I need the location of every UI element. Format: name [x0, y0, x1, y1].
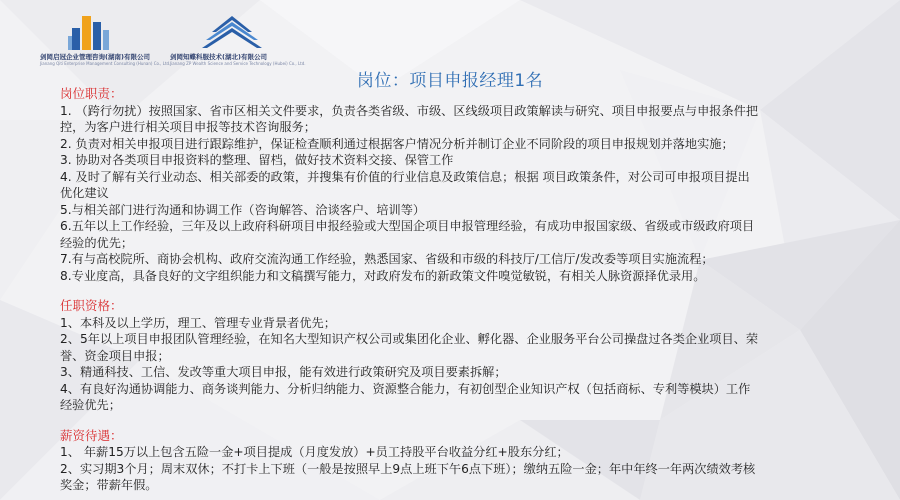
roof-logo-icon: [162, 10, 302, 52]
qualifications-line: 经验优先；: [60, 398, 121, 412]
qualifications-section: [60, 298, 830, 414]
salary-title: 薪资待遇：: [60, 427, 123, 443]
qualifications-line: 誉、资金项目申报；: [60, 348, 170, 363]
duties-line: 3. 协助对各类项目申报资料的整理、留档，做好技术资料交接、保管工作: [60, 153, 454, 167]
duties-line: 8.专业度高，具备良好的文字组织能力和文稿撰写能力，对政府发布的新政策文件嗅觉敏锐，有相关人脉资源择优录用。: [60, 268, 706, 283]
qualifications-line: 3、精通科技、工信、发改等重大项目申报，能有效进行政策研究及项目要素拆解；: [60, 365, 507, 379]
left-company-name-en: Jianang Qiti Enterprise Management Consulting (Hunan) Co., Ltd.: [40, 61, 171, 66]
duties-line: 2. 负责对相关申报项目进行跟踪维护，保证检查顺利通过根据客户情况分析并制订企业不同阶段的项目申报规划并落地实施；: [60, 136, 734, 151]
section-spacer: [60, 284, 830, 298]
duties-line: 7.有与高校院所、商协会机构、政府交流沟通工作经验，熟悉国家、省级和市级的科技厅/工信厅/发改委等项目实施流程；: [60, 252, 714, 266]
qualifications-line: 1、本科及以上学历，理工、管理专业背景者优先；: [60, 315, 336, 330]
qualifications-line: 4、有良好沟通协调能力、商务谈判能力、分析归纳能力、资源整合能力，有初创型企业知识产权（包括商标、专利等模块）工作: [60, 381, 751, 396]
salary-line: 奖金；带薪年假。: [60, 478, 158, 492]
company-logo-right: [162, 10, 306, 66]
duties-line: 6.五年以上工作经验，三年及以上政府科研项目申报经验或大型国企项目申报管理经验，有成功申报国家级、省级或市级政府项目: [60, 219, 755, 233]
duties-line: 控，为客户进行相关项目申报等技术咨询服务；: [60, 120, 316, 134]
salary-line: 1、 年薪15万以上包含五险一金+项目提成（月度发放）+员工持股平台收益分红+股东分红；: [60, 445, 569, 459]
right-company-name-en: Jianang ZP Wealth Science and Service Technology (Hubei) Co., Ltd.: [170, 61, 306, 66]
job-description: [60, 86, 830, 494]
duties-title: 岗位职责：: [60, 86, 123, 101]
section-spacer: [60, 414, 830, 428]
right-company-name: 剑岡知蝶科服技术(湖北)有限公司: [170, 53, 267, 61]
duties-line: 优化建议: [60, 186, 109, 200]
left-company-name: 剑岡启冠企业管理咨询(湖南)有限公司: [40, 53, 150, 61]
duties-section: [60, 86, 830, 284]
qualifications-title: 任职资格：: [60, 298, 123, 313]
duties-line: 1. （跨行勿扰）按照国家、省市区相关文件要求，负责各类省级、市级、区线级项目政策解读与研究、项目申报要点与申报条件把: [60, 103, 759, 118]
duties-line: 经验的优先；: [60, 235, 134, 250]
company-logo-left: [32, 10, 171, 66]
salary-line: 2、实习期3个月；周末双休；不打卡上下班（一般是按照早上9点上班下午6点下班）；缴纳五险一金；年中年终一年两次绩效考核: [60, 461, 756, 476]
building-logo-icon: [32, 10, 152, 52]
qualifications-line: 2、5年以上项目申报团队管理经验，在知名大型知识产权公司或集团化企业、孵化器、企业服务平台公司操盘过各类企业项目、荣: [60, 332, 759, 346]
duties-line: 5.与相关部门进行沟通和协调工作（咨询解答、洽谈客户、培训等）: [60, 202, 426, 217]
duties-line: 4. 及时了解有关行业动态、相关部委的政策，并搜集有价值的行业信息及政策信息；根据 项目政策条件，对公司可申报项目提出: [60, 169, 750, 184]
salary-section: [60, 428, 830, 494]
page-title: 岗位：项目申报经理1名: [356, 71, 544, 91]
